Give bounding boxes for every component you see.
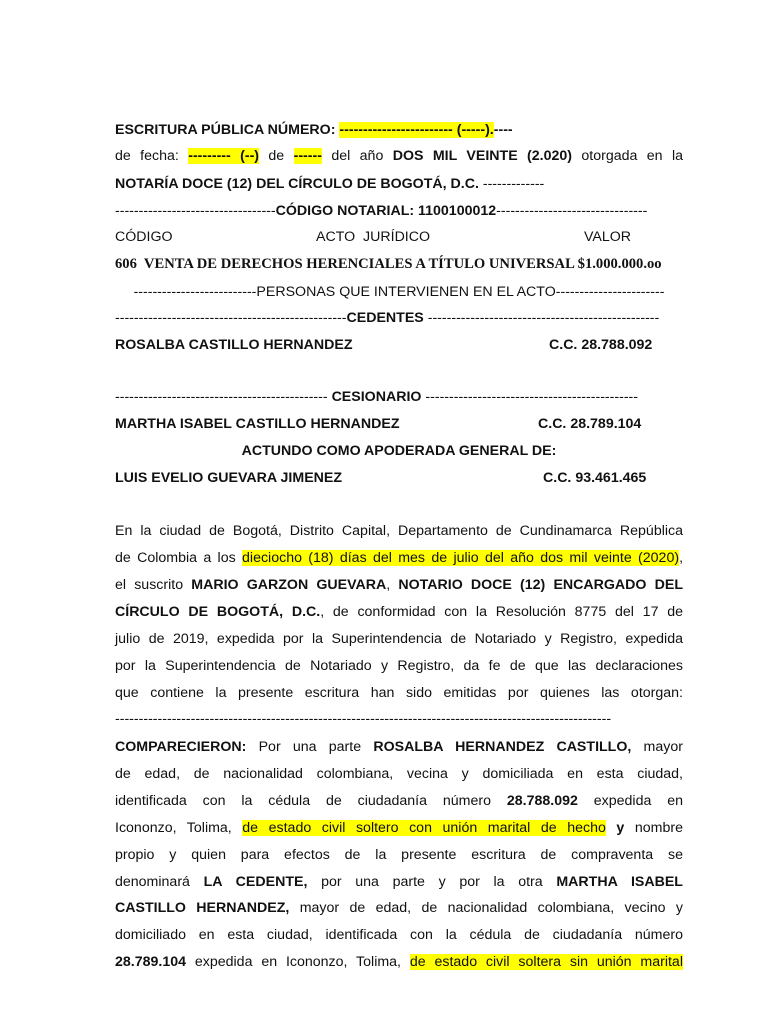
text-span: , de conformidad con la Resolución 8775 del 17 de: [320, 604, 683, 620]
body-line: [115, 737, 683, 757]
personas-line: [115, 282, 683, 302]
text-span: de Colombia a los: [115, 550, 236, 566]
body-line: que contiene la presente escritura han sido emitidas por quienes las otorgan:: [115, 685, 683, 701]
body-line: [115, 818, 683, 838]
col-codigo: CÓDIGO: [115, 229, 173, 245]
text-span: ,: [386, 577, 391, 593]
cesionario-name: MARTHA ISABEL CASTILLO HERNANDEZ: [115, 416, 400, 432]
date-highlight: dieciocho (18) días del mes de julio del año dos mil veinte (2020): [242, 550, 680, 566]
body-line: [115, 602, 683, 622]
cesionario-name-inline: MARTHA ISABEL: [556, 874, 683, 890]
codigo-notarial-line: [115, 201, 683, 221]
poderdante-row: [115, 468, 683, 488]
cedente-name-inline: ROSALBA HERNANDEZ CASTILLO,: [373, 739, 632, 755]
cedula-number: 28.789.104: [115, 954, 187, 970]
text-span: mayor de edad, de nacionalidad colombiana, vecino y: [299, 900, 683, 916]
text-span: denominará: [115, 874, 190, 890]
poderdante-id: C.C. 93.461.465: [543, 470, 647, 486]
fecha-month-blank: ------: [293, 148, 322, 164]
body-line: [115, 575, 683, 595]
apoderada-line: [115, 441, 683, 461]
notaria-dashes: -------------: [482, 176, 545, 192]
body-line: de edad, de nacionalidad colombiana, vecina y domiciliada en esta ciudad,: [115, 766, 683, 782]
notario-title: NOTARIO DOCE (12) ENCARGADO DEL: [398, 577, 683, 593]
estado-civil-highlight: de estado civil soltero con unión marital de hecho: [242, 820, 606, 836]
poderdante-name: LUIS EVELIO GUEVARA JIMENEZ: [115, 470, 343, 486]
dash-right: ---------------------------------------------: [425, 389, 638, 405]
cesionario-label: CESIONARIO: [331, 389, 422, 405]
notaria-name: NOTARÍA DOCE (12) DEL CÍRCULO DE BOGOTÁ, D.C.: [115, 176, 479, 192]
dash-left: -------------------------------------------------: [115, 310, 347, 326]
dash-left: ---------------------------------------------: [115, 389, 328, 405]
body-line: [115, 952, 683, 972]
text-span: identificada con la cédula de ciudadanía número: [115, 793, 491, 809]
body-line: julio de 2019, expedida por la Superintendencia de Notariado y Registro, expedida: [115, 631, 683, 647]
dash-right: --------------------------------: [496, 203, 648, 219]
text-span: nombre: [634, 820, 683, 836]
cesionario-surname-inline: CASTILLO HERNANDEZ,: [115, 900, 290, 916]
cesionario-heading: [115, 387, 683, 407]
divider-line: ---------------------------------------------------------------------------------------------------------: [115, 711, 612, 727]
cesionario-row: [115, 414, 683, 434]
escritura-label: ESCRITURA PÚBLICA NÚMERO:: [115, 122, 336, 138]
text-span: expedida en Icononzo, Tolima,: [194, 954, 401, 970]
body-line: En la ciudad de Bogotá, Distrito Capital, Departamento de Cundinamarca República: [115, 523, 683, 539]
body-line: [115, 548, 683, 568]
fecha-day-blank: --------- (--): [188, 148, 260, 164]
codigo-notarial: CÓDIGO NOTARIAL: 1100100012: [275, 203, 497, 219]
text-span: expedida en: [593, 793, 683, 809]
dash-right: -------------------------------------------------: [427, 310, 660, 326]
fecha-del-ano: del año: [331, 148, 384, 164]
dash-right: -----------------------: [555, 284, 665, 300]
la-cedente-label: LA CEDENTE,: [203, 874, 308, 890]
cedente-row: [115, 335, 683, 355]
col-valor: VALOR: [584, 229, 632, 245]
fecha-otorgada: otorgada en la: [581, 148, 683, 164]
text-span: por una parte y por la otra: [321, 874, 543, 890]
escritura-number-blank: ------------------------ (-----).: [339, 122, 494, 138]
comparecieron-label: COMPARECIERON:: [115, 739, 247, 755]
text-span: mayor: [643, 739, 683, 755]
notaria-line: [115, 174, 683, 194]
body-line: propio y quien para efectos de la presente escritura de compraventa se: [115, 847, 683, 863]
body-line: [115, 898, 683, 918]
text-span: y: [616, 820, 625, 836]
personas-label: PERSONAS QUE INTERVIENEN EN EL ACTO: [256, 284, 556, 300]
fecha-de: de: [268, 148, 285, 164]
cedentes-label: CEDENTES: [346, 310, 424, 326]
cesionario-id: C.C. 28.789.104: [538, 416, 642, 432]
notario-name: MARIO GARZON GUEVARA: [191, 577, 387, 593]
cedula-number: 28.788.092: [506, 793, 578, 809]
cedente-name: ROSALBA CASTILLO HERNANDEZ: [115, 337, 353, 353]
text-span: Icononzo, Tolima,: [115, 820, 232, 836]
text-span: ,: [679, 550, 684, 566]
dash-left: ----------------------------------: [115, 203, 276, 219]
escritura-tail: ----: [493, 122, 513, 138]
text-span: Por una parte: [258, 739, 362, 755]
col-acto-juridico: ACTO JURÍDICO: [316, 229, 431, 245]
apoderada-label: ACTUNDO COMO APODERADA GENERAL DE:: [241, 443, 557, 459]
cedente-id: C.C. 28.788.092: [549, 337, 653, 353]
estado-civil-highlight: de estado civil soltera sin unión marital: [409, 954, 683, 970]
fecha-year: DOS MIL VEINTE (2.020): [392, 148, 572, 164]
body-line: [115, 872, 683, 892]
body-line: por la Superintendencia de Notariado y Registro, da fe de que las declaraciones: [115, 658, 683, 674]
fecha-line: [115, 146, 683, 166]
circulo-label: CÍRCULO DE BOGOTÁ, D.C.: [115, 604, 321, 620]
escritura-line: [115, 120, 683, 140]
fecha-label: de fecha:: [115, 148, 179, 164]
cedentes-heading: [115, 308, 683, 328]
text-span: el suscrito: [115, 577, 184, 593]
body-line: [115, 791, 683, 811]
body-line: domiciliado en esta ciudad, identificada con la cédula de ciudadanía número: [115, 927, 683, 943]
dash-left: --------------------------: [133, 284, 257, 300]
acto-table-row: 606 VENTA DE DERECHOS HERENCIALES A TÍTULO UNIVERSAL $1.000.000.oo: [115, 256, 662, 272]
